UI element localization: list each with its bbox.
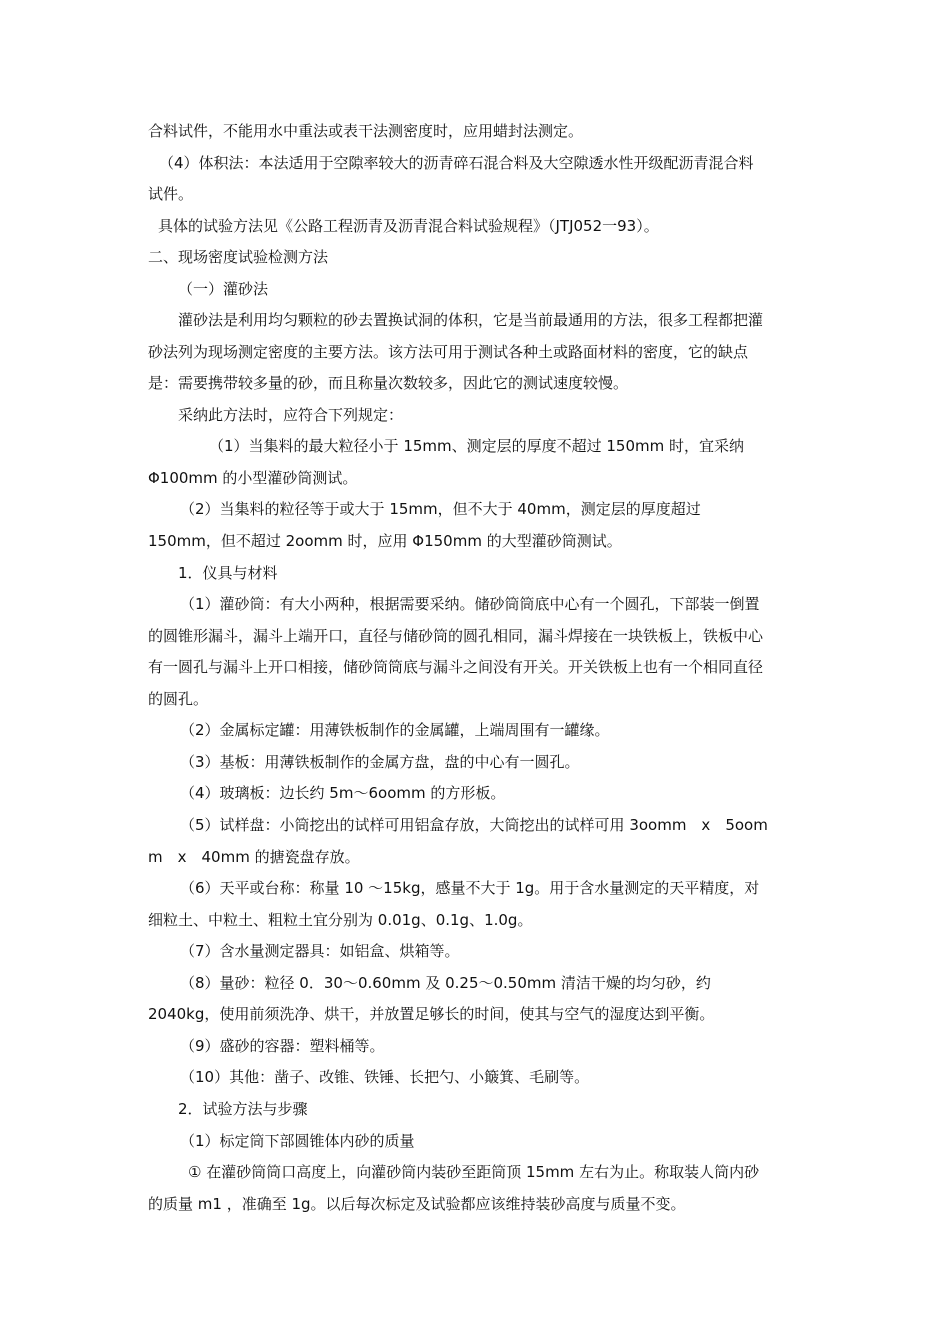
text-line: （9）盛砂的容器：塑料桶等。 <box>180 1037 385 1055</box>
text-line: （1）灌砂筒：有大小两种，根据需要采纳。储砂筒筒底中心有一个圆孔，下部装一倒置 <box>180 595 760 613</box>
text-line: 有一圆孔与漏斗上开口相接，储砂筒筒底与漏斗之间没有开关。开关铁板上也有一个相同直径 <box>148 658 764 676</box>
text-line: （2）金属标定罐：用薄铁板制作的金属罐，上端周围有一罐缘。 <box>180 721 610 739</box>
text-line: m x 40mm 的搪瓷盘存放。 <box>148 848 360 866</box>
text-line: 的圆孔。 <box>148 690 209 708</box>
subsection-heading: 2．试验方法与步骤 <box>178 1100 308 1118</box>
text-line: 灌砂法是利用均匀颗粒的砂去置换试洞的体积，它是当前最通用的方法，很多工程都把灌 <box>178 311 764 329</box>
text-line: 具体的试验方法见《公路工程沥青及沥青混合料试验规程》（JTJ052一93）。 <box>158 217 659 235</box>
text-line: 150mm，但不超过 2oomm 时，应用 Φ150mm 的大型灌砂筒测试。 <box>148 532 622 550</box>
text-line: （4）玻璃板：边长约 5m～6oomm 的方形板。 <box>180 784 506 802</box>
text-line: （10）其他：凿子、改锥、铁锤、长把勺、小簸箕、毛刷等。 <box>180 1068 590 1086</box>
text-line: ① 在灌砂筒筒口高度上，向灌砂筒内装砂至距筒顶 15mm 左右为止。称取装人筒内砂 <box>188 1163 760 1181</box>
text-line: 合料试件，不能用水中重法或表干法测密度时，应用蜡封法测定。 <box>148 122 584 140</box>
text-line: 是：需要携带较多量的砂，而且称量次数较多，因此它的测试速度较慢。 <box>148 374 629 392</box>
text-line: 2040kg，使用前须洗净、烘干，并放置足够长的时间，使其与空气的湿度达到平衡。 <box>148 1005 715 1023</box>
text-line: （5）试样盘：小筒挖出的试样可用铝盒存放，大筒挖出的试样可用 3oomm x 5oom <box>180 816 768 834</box>
text-line: 试件。 <box>148 185 194 203</box>
section-heading: 二、现场密度试验检测方法 <box>148 248 329 266</box>
text-line: Φ100mm 的小型灌砂筒测试。 <box>148 469 358 487</box>
text-line: （6）天平或台称：称量 10 ～15kg，感量不大于 1g。用于含水量测定的天平精度，对 <box>180 879 760 897</box>
subsection-heading: 1．仪具与材料 <box>178 564 278 582</box>
text-line: 砂法列为现场测定密度的主要方法。该方法可用于测试各种土或路面材料的密度，它的缺点 <box>148 343 749 361</box>
text-line: 采纳此方法时，应符合下列规定： <box>178 406 404 424</box>
text-line: 的质量 m1 ，准确至 1g。以后每次标定及试验都应该维持装砂高度与质量不变。 <box>148 1195 686 1213</box>
text-line: 细粒土、中粒土、粗粒土宜分别为 0.01g、0.1g、1.0g。 <box>148 911 533 929</box>
text-line: （3）基板：用薄铁板制作的金属方盘，盘的中心有一圆孔。 <box>180 753 580 771</box>
text-line: （8）量砂：粒径 0．30～0.60mm 及 0.25～0.50mm 清洁干燥的均匀砂，约 <box>180 974 711 992</box>
text-line: （2）当集料的粒径等于或大于 15mm，但不大于 40mm，测定层的厚度超过 <box>180 500 701 518</box>
text-line: （1）当集料的最大粒径小于 15mm、测定层的厚度不超过 150mm 时，宜采纳 <box>209 437 745 455</box>
text-line: （7）含水量测定器具：如铝盒、烘箱等。 <box>180 942 460 960</box>
text-line: （4）体积法：本法适用于空隙率较大的沥青碎石混合料及大空隙透水性开级配沥青混合料 <box>159 154 754 172</box>
text-line: 的圆锥形漏斗，漏斗上端开口，直径与储砂筒的圆孔相同，漏斗焊接在一块铁板上，铁板中心 <box>148 627 764 645</box>
subsection-heading: （一）灌砂法 <box>178 280 269 298</box>
text-line: （1）标定筒下部圆锥体内砂的质量 <box>180 1132 415 1150</box>
